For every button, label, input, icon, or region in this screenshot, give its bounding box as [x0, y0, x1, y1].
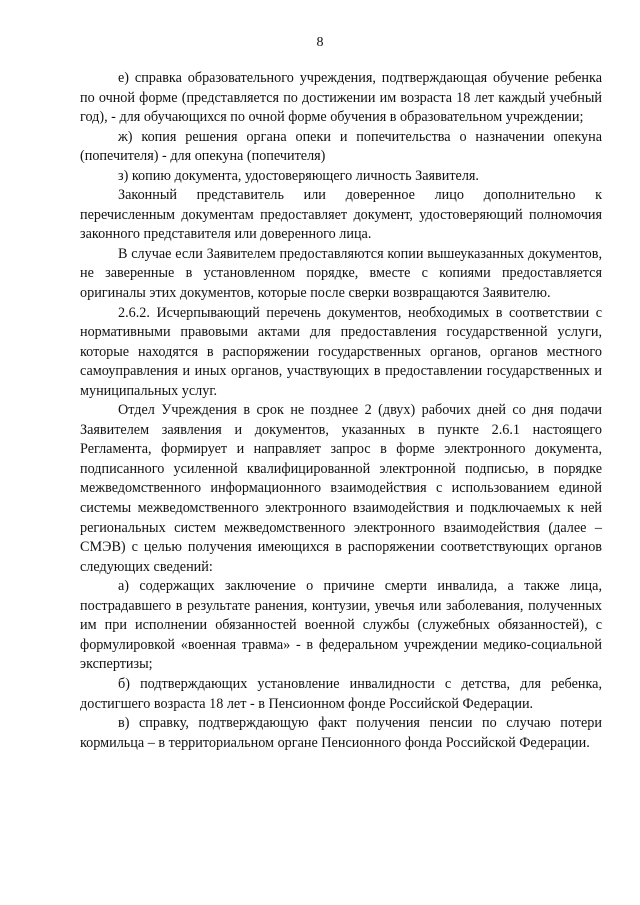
paragraph-legal-representative: Законный представитель или доверенное лицо дополнительно к перечисленным документам предоставляет документ, удостоверяющий полномочия законного представителя или доверенного лица. — [80, 187, 602, 243]
document-body — [80, 69, 602, 753]
paragraph-item-b: б) подтверждающих установление инвалидности с детства, для ребенка, достигшего возраста 18 лет - в Пенсионном фонде Российской Федерации. — [80, 675, 602, 712]
paragraph-item-zh: ж) копия решения органа опеки и попечительства о назначении опекуна (попечителя) - для опекуна (попечителя) — [80, 128, 602, 165]
paragraph-item-v: в) справку, подтверждающую факт получения пенсии по случаю потери кормильца – в территориальном органе Пенсионного фонда Российской Федерации. — [80, 715, 602, 751]
paragraph-copies: В случае если Заявителем предоставляются копии вышеуказанных документов, не заверенные в установленном порядке, вместе с копиями предоставляется оригиналы этих документов, которые после сверки возвращаются Заявителю. — [80, 245, 602, 302]
paragraph-interagency-request: Отдел Учреждения в срок не позднее 2 (двух) рабочих дней со дня подачи Заявителем заявления и документов, указанных в пункте 2.6.1 настоящего Регламента, формирует и направляет запрос в форме электронного документа, подписанного усиленной квалифицированной электронной подписью, в порядке межведомственного информационного взаимодействия с использованием единой системы межведомственного электронного взаимодействия и подключаемых к ней региональных систем межведомственного электронного взаимодействия (далее – СМЭВ) с целью получения имеющихся в распоряжении соответствующих органов следующих сведений: — [80, 402, 602, 575]
paragraph-item-e: е) справка образовательного учреждения, подтверждающая обучение ребенка по очной форме (представляется по достижении им возраста 18 лет каждый учебный год), - для обучающихся по очной форме обучения в образовательном учреждении; — [80, 70, 602, 126]
page-number: 8 — [316, 35, 324, 50]
paragraph-item-z: з) копию документа, удостоверяющего личность Заявителя. — [118, 167, 479, 184]
paragraph-section-2-6-2: 2.6.2. Исчерпывающий перечень документов, необходимых в соответствии с нормативными правовыми актами для предоставления государственной услуги, которые находятся в распоряжении государственных органов, органов местного самоуправления и иных органов, участвующих в предоставлении государственных и муниципальных услуг. — [80, 304, 602, 399]
paragraph-item-a: а) содержащих заключение о причине смерти инвалида, а также лица, пострадавшего в результате ранения, контузии, увечья или заболевания, полученных им при исполнении обязанностей военной службы (служебных обязанностей), с формулировкой «военная травма» - в федеральном учреждении медико-социальной экспертизы; — [80, 578, 602, 673]
